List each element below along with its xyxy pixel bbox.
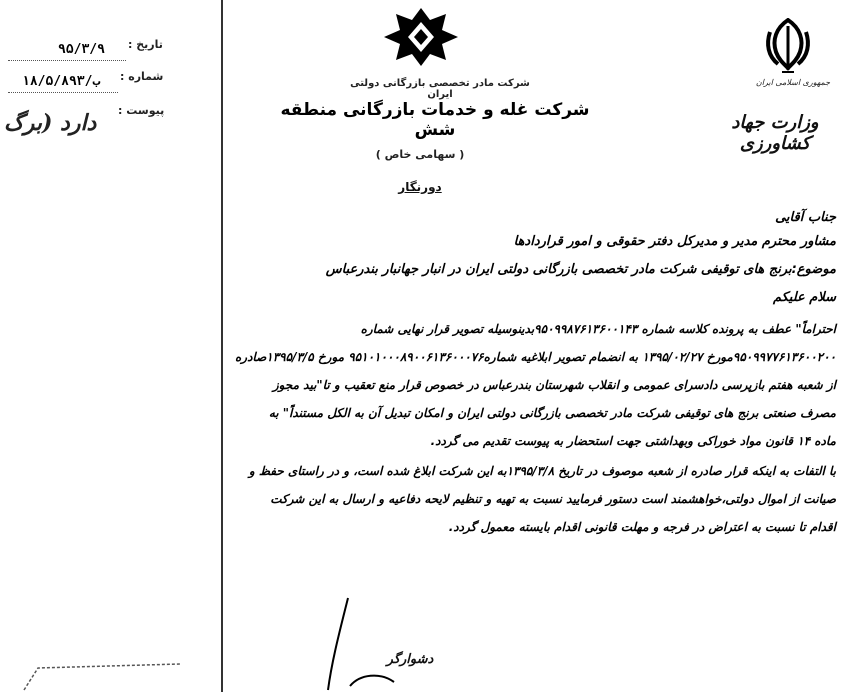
meta-block bbox=[0, 30, 215, 150]
star-knot-logo-icon bbox=[380, 6, 462, 68]
date-label: تاریخ : bbox=[128, 38, 163, 51]
signature-stroke bbox=[310, 590, 430, 692]
body-line-3: از شعبه هفتم بازپرسی دادسرای عمومی و انقلاب شهرستان بندرعباس در خصوص قرار منع تعقیب و تا"بید مجوز bbox=[272, 378, 836, 392]
signatory-role: دشوارگر bbox=[386, 652, 434, 667]
stamp-border bbox=[20, 660, 190, 692]
date-value: ۹۵/۳/۹ bbox=[58, 42, 105, 57]
org-parent: شرکت مادر تخصصی بازرگانی دولتی ایران bbox=[350, 78, 530, 100]
company-logo bbox=[380, 6, 462, 68]
stamp-fragment bbox=[20, 660, 190, 692]
subject-line: موضوع:برنج های توقیفی شرکت مادر تخصصی بازرگانی دولتی ایران در انبار جهانبار بندرعباس bbox=[325, 262, 836, 277]
recipient: مشاور محترم مدیر و مدیرکل دفتر حقوقی و امور قراردادها bbox=[513, 234, 836, 249]
attachment-value: دارد (برگ bbox=[4, 110, 97, 136]
body-line-4: مصرف صنعتی برنج های توقیفی شرکت مادر تخصصی بازرگانی دولتی ایران و امکان تبدیل آن به الکل مستنداً" به bbox=[268, 406, 836, 420]
number-label: شماره : bbox=[120, 70, 164, 83]
body-line-6: با التفات به اینکه قرار صادره از شعبه موصوف در تاریخ ۱۳۹۵/۳/۸به این شرکت ابلاغ شده است، و در راستای حفظ و bbox=[248, 464, 836, 478]
org-type: ( سهامی خاص ) bbox=[375, 148, 465, 161]
emblem-caption: جمهوری اسلامی ایران bbox=[755, 78, 831, 87]
body-line-8: اقدام تا نسبت به اعتراض در فرجه و مهلت قانونی اقدام بایسته معمول گردد. bbox=[448, 520, 836, 534]
greeting: سلام علیکم bbox=[772, 290, 836, 305]
attachment-label: پیوست : bbox=[118, 104, 165, 117]
body-line-1: احتراماً" عطف به پرونده کلاسه شماره ۹۵۰۹۹۸۷۶۱۳۶۰۰۱۴۳بدینوسیله تصویر قرار نهایی شماره bbox=[360, 322, 836, 336]
body-line-7: صیانت از اموال دولتی،خواهشمند است دستور فرمایید نسبت به تهیه و تنظیم لایحه دفاعیه و ارسال به این شرکت bbox=[270, 492, 836, 506]
iran-emblem bbox=[762, 18, 814, 74]
page-fold-line bbox=[221, 0, 223, 692]
ministry-name: وزارت جهاد کشاورزی bbox=[731, 112, 819, 154]
date-underline bbox=[8, 60, 126, 61]
number-value: ۱۸/۵/۸۹۳/ب bbox=[22, 74, 101, 89]
body-line-5: ماده ۱۴ قانون مواد خوراکی وبهداشتی جهت استحضار به پیوست تقدیم می گردد. bbox=[430, 434, 836, 448]
signature-scribble bbox=[310, 590, 430, 692]
body-line-2: ۹۵۰۹۹۷۷۶۱۳۶۰۰۲۰۰مورخ ۱۳۹۵/۰۲/۲۷ به انضمام تصویر ابلاغیه شماره۹۵۱۰۱۰۰۰۸۹۰۰۶۱۳۶۰۰۰۷۶ مورخ ۱۳۹۵/۳/۵صادره bbox=[235, 350, 836, 364]
number-underline bbox=[8, 92, 118, 93]
document-type: دورنگار bbox=[398, 180, 442, 194]
iran-emblem-icon bbox=[762, 18, 814, 74]
org-name: شرکت غله و خدمات بازرگانی منطقه شش bbox=[280, 100, 590, 140]
salutation: جناب آقایی bbox=[775, 210, 836, 225]
